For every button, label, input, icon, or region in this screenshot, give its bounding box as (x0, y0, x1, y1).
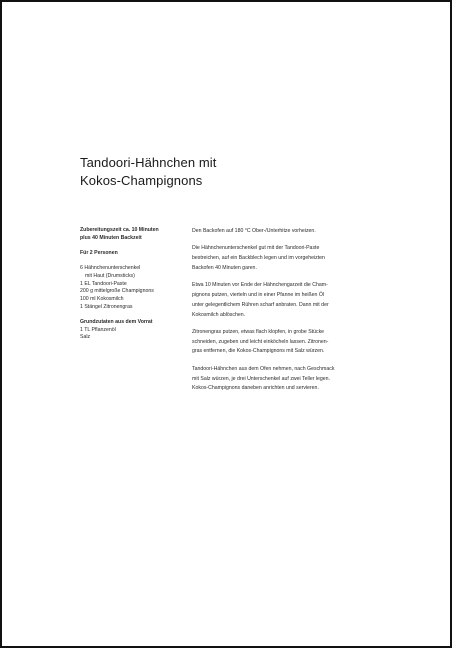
instruction-line: mit Salz würzen, je drei Unterschenkel auf zwei Teller legen. (192, 375, 331, 382)
instruction-line: schneiden, zugeben und leicht einköcheln lassen. Zitronen- (192, 338, 329, 345)
pantry-heading: Grundzutaten aus dem Vorrat (80, 318, 153, 325)
servings-label: Für 2 Personen (80, 249, 118, 256)
ingredient-item: mit Haut (Drumsticks) (85, 272, 135, 279)
recipe-title-line: Kokos-Champignons (80, 172, 203, 188)
instruction-step (192, 244, 372, 273)
ingredient-item: 1 EL Tandoori-Paste (80, 280, 127, 287)
instruction-line: Zitronengras putzen, etwas flach klopfen, in grobe Stücke (192, 328, 325, 335)
instruction-line: Den Backofen auf 180 °C Ober-/Unterhitze vorheizen. (192, 228, 316, 234)
instruction-line: Die Hähnchenunterschenkel gut mit der Tandoori-Paste (192, 245, 320, 252)
instruction-line: Kokosmilch ablöschen. (192, 311, 246, 318)
pantry-item: Salz (80, 334, 91, 341)
instruction-line: Backofen 40 Minuten garen. (192, 264, 257, 271)
instruction-step (192, 227, 372, 237)
ingredient-item: 200 g mittelgroße Champignons (80, 288, 154, 295)
instruction-line: bestreichen, auf ein Backblech legen und im vorgeheizten (192, 255, 325, 262)
instruction-line: Etwa 10 Minuten vor Ende der Hähnchengarzeit die Cham- (192, 282, 328, 289)
instruction-line: unter gelegentlichem Rühren scharf anbraten. Dann mit der (192, 301, 329, 308)
pantry-item: 1 TL Pflanzenöl (80, 326, 116, 333)
ingredient-item: 100 ml Kokosmilch (80, 295, 124, 302)
preparation-time-line: plus 40 Minuten Backzeit (80, 234, 142, 241)
instructions-column (192, 227, 372, 402)
pantry-ingredients (80, 319, 188, 342)
instruction-step (192, 365, 372, 394)
recipe-title (80, 154, 380, 190)
preparation-time (80, 227, 188, 242)
instruction-line: gras entfernen, die Kokos-Champignons mit Salz würzen. (192, 348, 325, 355)
instruction-step (192, 328, 372, 357)
instruction-step (192, 281, 372, 320)
ingredient-list (80, 265, 188, 311)
servings (80, 250, 188, 258)
recipe-title-line: Tandoori-Hähnchen mit (80, 154, 217, 170)
instruction-line: Tandoori-Hähnchen aus dem Ofen nehmen, nach Geschmack (192, 365, 335, 372)
instruction-line: pignons putzen, vierteln und in einer Pfanne im heißen Öl (192, 291, 325, 298)
ingredient-item: 1 Stängel Zitronengras (80, 303, 133, 310)
preparation-time-line: Zubereitungszeit ca. 10 Minuten (80, 227, 159, 233)
ingredient-item: 6 Hähnchenunterschenkel (80, 265, 141, 272)
recipe-info-column (80, 227, 188, 349)
instruction-line: Kokos-Champignons daneben anrichten und servieren. (192, 385, 319, 392)
